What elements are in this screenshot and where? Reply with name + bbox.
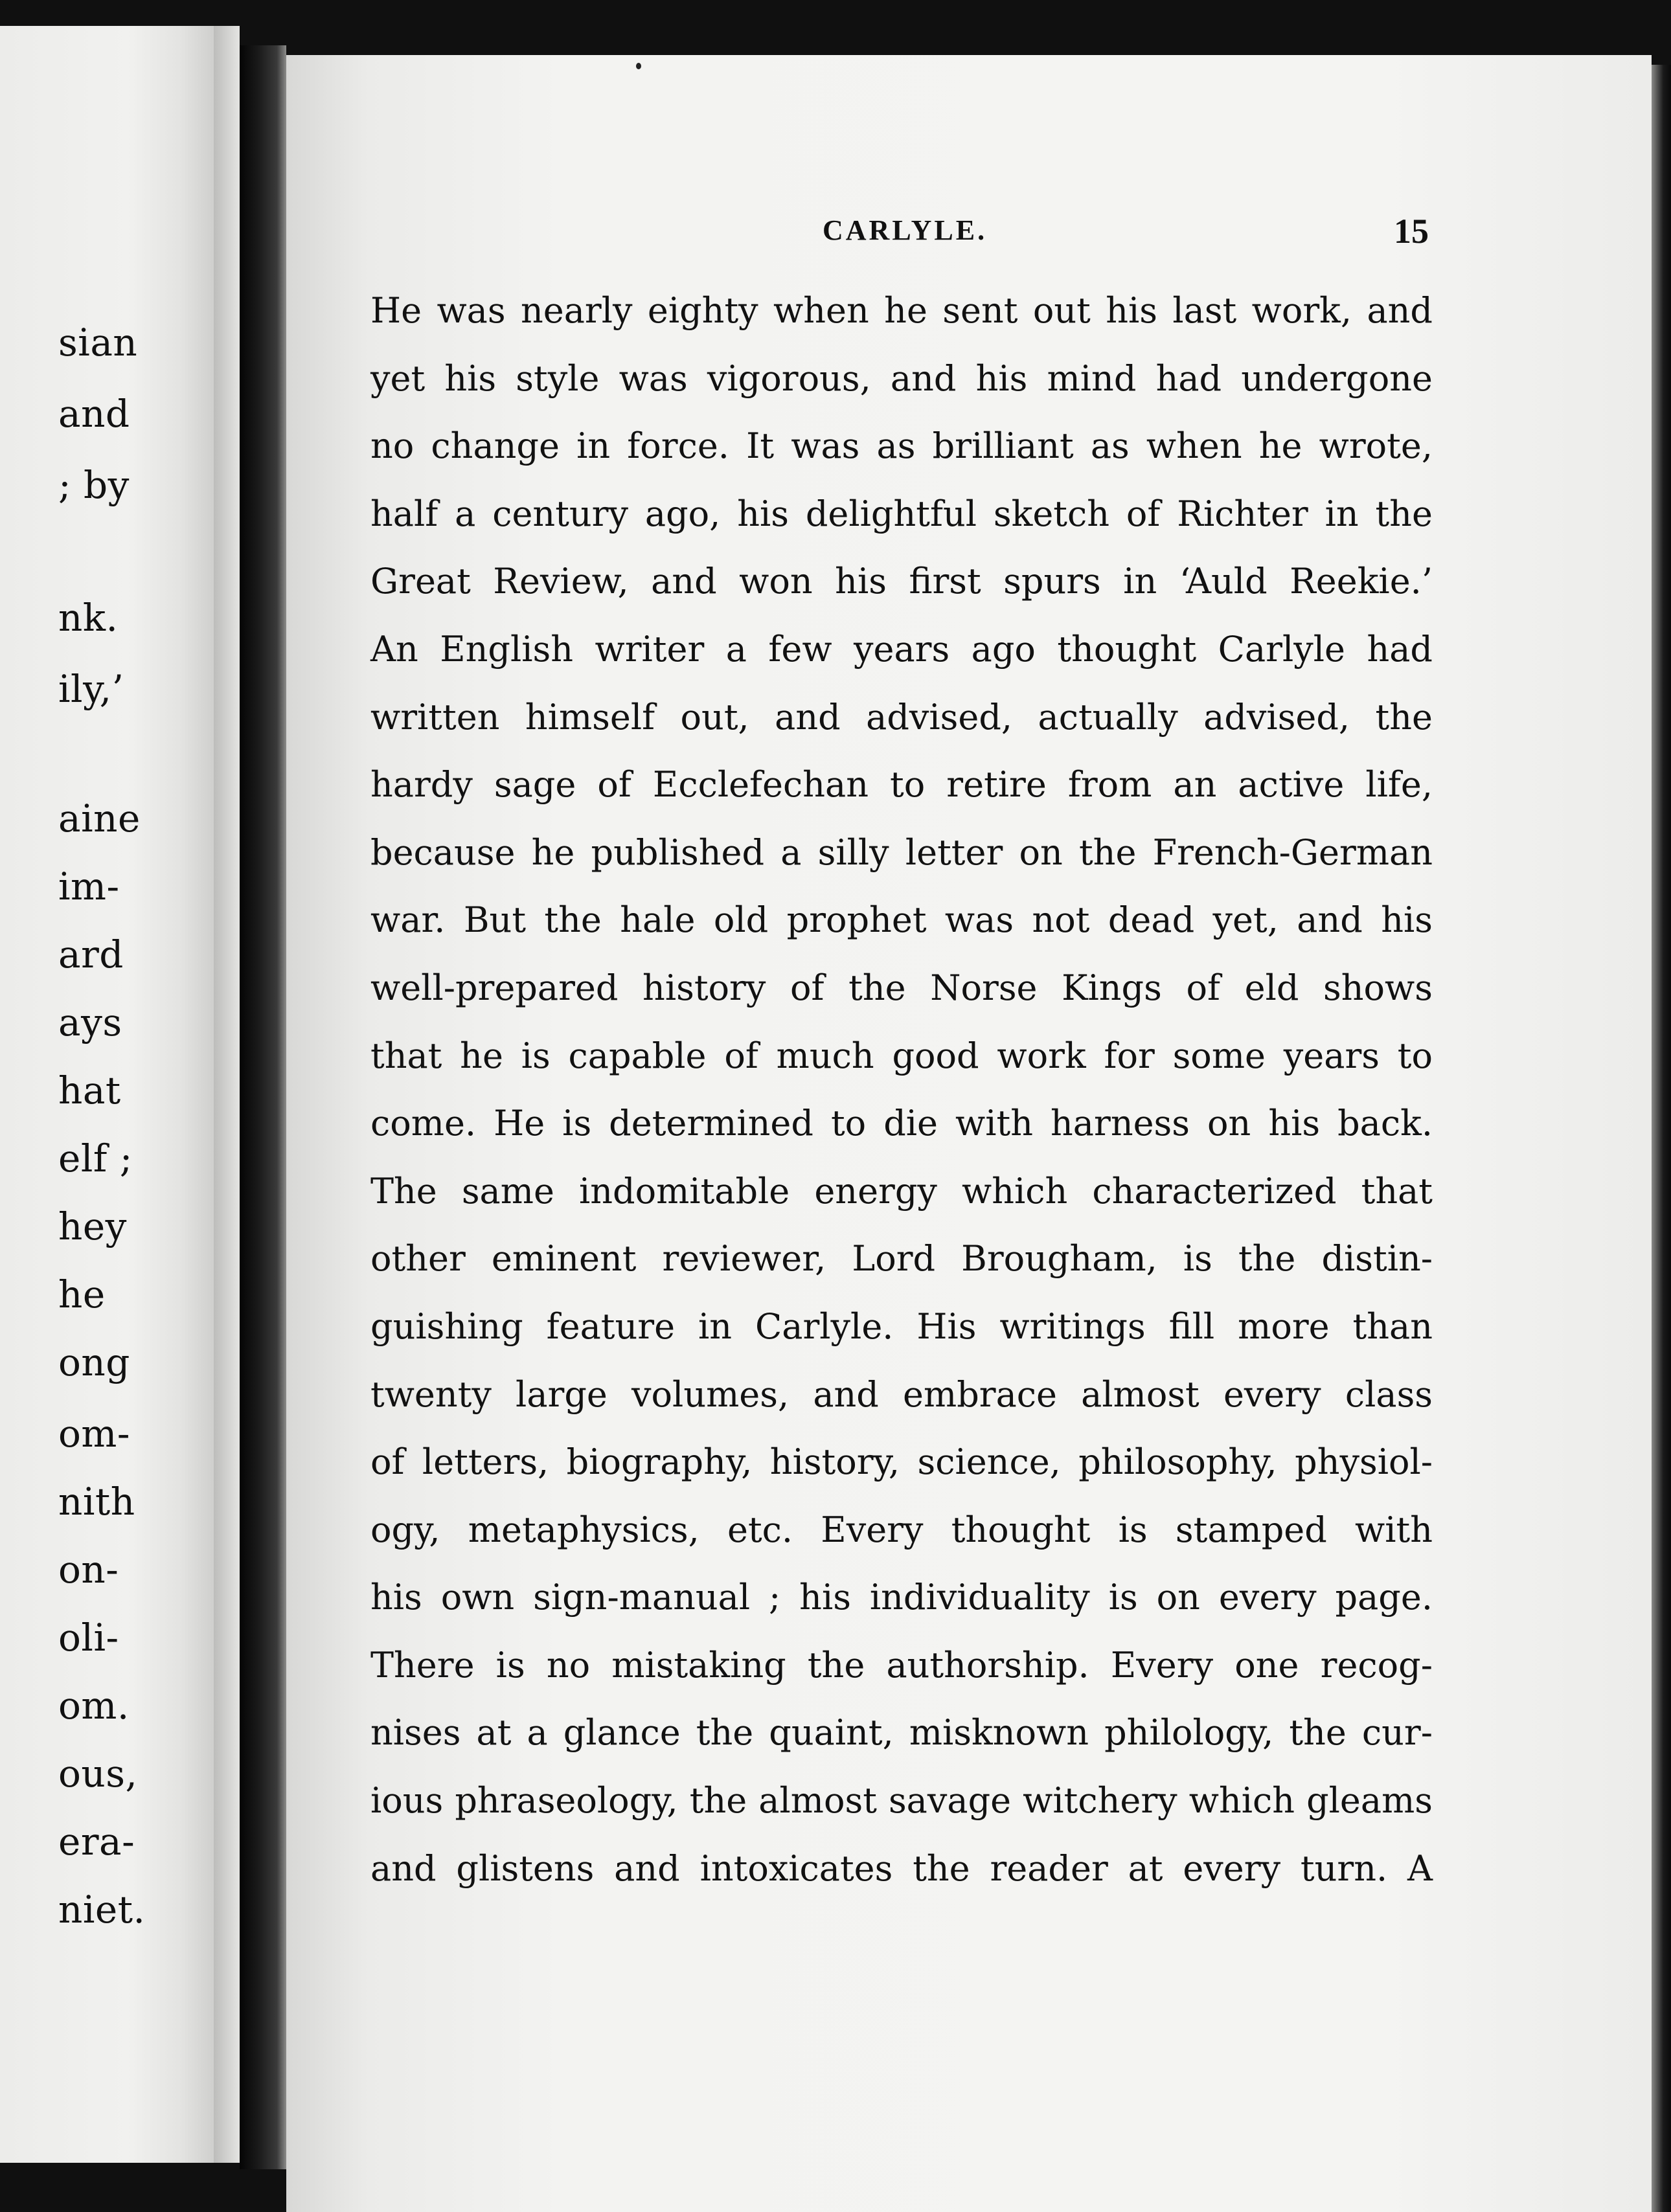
left-fragment: ard xyxy=(58,932,124,976)
running-title: CARLYLE. xyxy=(823,214,988,246)
left-fragment: niet. xyxy=(58,1888,146,1932)
text-line: because he published a silly letter on the French-German xyxy=(370,831,1433,873)
binding-shadow xyxy=(240,45,286,2169)
left-fragment: oli- xyxy=(58,1616,119,1660)
left-fragment: hey xyxy=(58,1204,127,1248)
binding-gutter xyxy=(214,26,240,2163)
text-line: guishing feature in Carlyle. His writings fill more than xyxy=(370,1305,1433,1347)
text-line: half a century ago, his delightful sketch of Richter in the xyxy=(370,493,1433,534)
text-line: other eminent reviewer, Lord Brougham, is the distin- xyxy=(370,1238,1433,1280)
text-line: twenty large volumes, and embrace almost every class xyxy=(370,1373,1433,1415)
text-line: He was nearly eighty when he sent out his last work, and xyxy=(370,290,1433,331)
left-fragment: he xyxy=(58,1272,106,1316)
left-fragment: ; by xyxy=(58,463,130,507)
left-facing-page xyxy=(0,26,214,2163)
text-line: war. But the hale old prophet was not dead yet, and his xyxy=(370,899,1433,941)
left-fragment: ily,’ xyxy=(58,667,124,711)
left-fragment: nk. xyxy=(58,596,119,640)
page-number: 15 xyxy=(1394,212,1429,251)
text-line: that he is capable of much good work for some years to xyxy=(370,1035,1433,1076)
left-fragment: ays xyxy=(58,1000,122,1044)
text-line: written himself out, and advised, actually advised, the xyxy=(370,696,1433,738)
text-line: no change in force. It was as brilliant as when he wrote, xyxy=(370,425,1433,467)
text-line: Great Review, and won his first spurs in ‘Auld Reekie.’ xyxy=(370,561,1433,602)
text-line: and glistens and intoxicates the reader at every turn. A xyxy=(370,1847,1433,1889)
text-line: nises at a glance the quaint, misknown philology, the cur- xyxy=(370,1712,1433,1754)
text-line: hardy sage of Ecclefechan to retire from an active life, xyxy=(370,764,1433,806)
text-line: ious phraseology, the almost savage witchery which gleams xyxy=(370,1780,1433,1822)
left-fragment: on- xyxy=(58,1548,119,1592)
text-line: There is no mistaking the authorship. Every one recog- xyxy=(370,1644,1433,1686)
left-fragment: elf ; xyxy=(58,1136,133,1180)
text-line: The same indomitable energy which characterized that xyxy=(370,1170,1433,1212)
left-fragment: om- xyxy=(58,1412,131,1456)
left-fragment: hat xyxy=(58,1068,121,1112)
left-fragment: om. xyxy=(58,1684,130,1728)
page-edge-shadow xyxy=(1652,65,1671,2212)
ink-speck xyxy=(636,63,641,69)
text-line: ogy, metaphysics, etc. Every thought is stamped with xyxy=(370,1509,1433,1550)
left-fragment: nith xyxy=(58,1480,135,1524)
body-paragraph xyxy=(370,288,1433,1913)
left-fragment: ong xyxy=(58,1340,130,1384)
text-line: An English writer a few years ago thought Carlyle had xyxy=(370,628,1433,670)
text-line: yet his style was vigorous, and his mind had undergone xyxy=(370,357,1433,399)
left-fragment: ous, xyxy=(58,1752,138,1796)
left-page-text-fragments xyxy=(0,26,214,2163)
text-line: come. He is determined to die with harness on his back. xyxy=(370,1103,1433,1144)
left-fragment: im- xyxy=(58,864,120,909)
left-fragment: and xyxy=(58,392,130,436)
left-fragment: era- xyxy=(58,1820,135,1864)
text-line: his own sign-manual ; his individuality is on every page. xyxy=(370,1577,1433,1618)
left-fragment: aine xyxy=(58,796,141,841)
left-fragment: sian xyxy=(58,321,138,365)
text-line: well-prepared history of the Norse Kings of eld shows xyxy=(370,967,1433,1008)
text-line: of letters, biography, history, science, philosophy, physiol- xyxy=(370,1441,1433,1483)
